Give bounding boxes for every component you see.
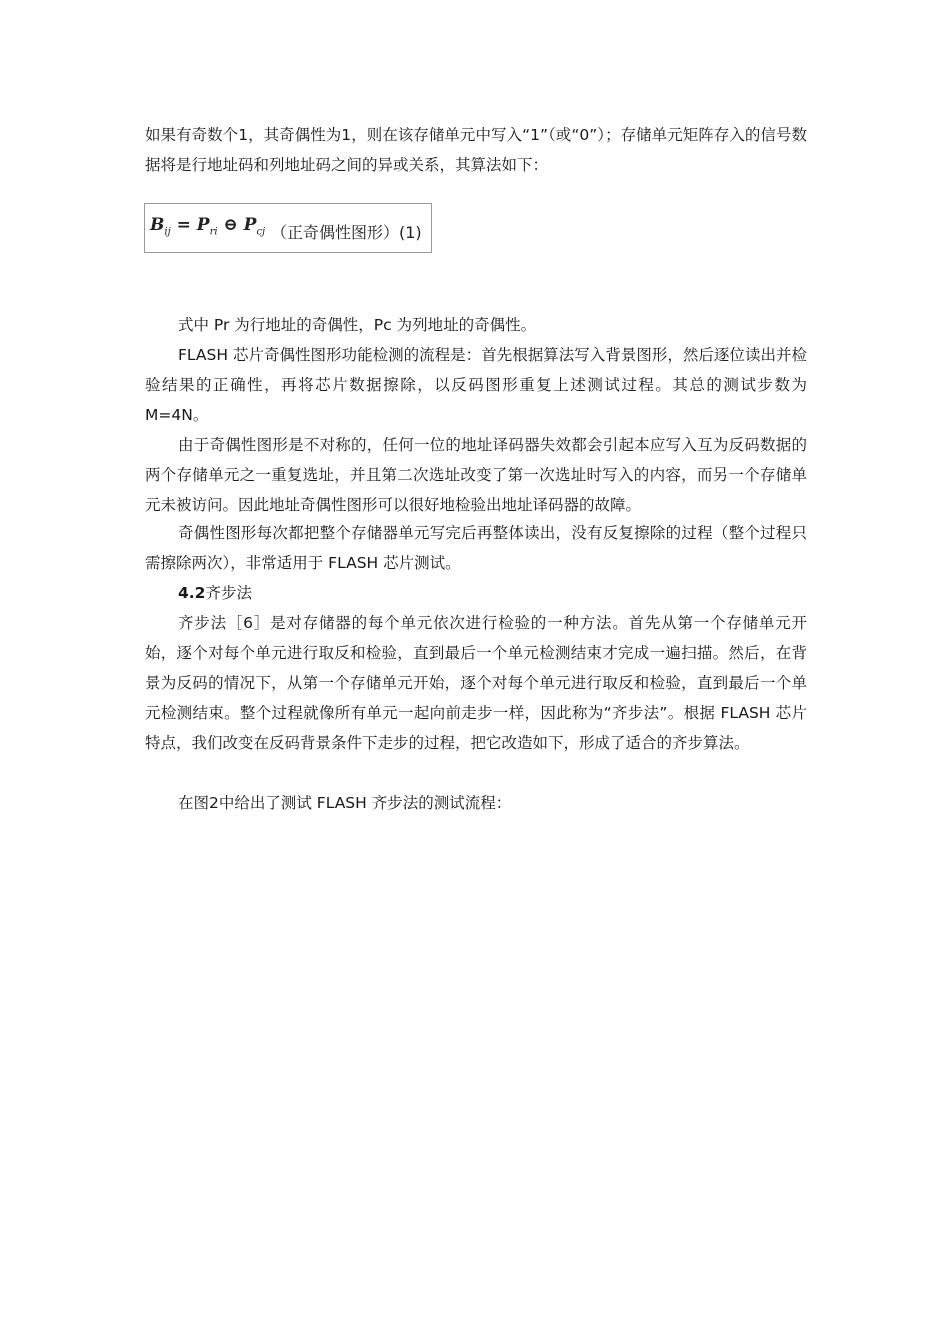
formula-image xyxy=(144,203,432,253)
section-title: 齐步法 xyxy=(205,584,252,602)
formula-equals: = xyxy=(170,215,197,235)
paragraph-flash-flow: FLASH 芯片奇偶性图形功能检测的流程是：首先根据算法写入背景图形，然后逐位读出并检验结果的正确性，再将芯片数据擦除，以反码图形重复上述测试过程。其总的测试步数为 M=4N。 xyxy=(145,346,807,424)
formula-term1: P xyxy=(196,215,210,235)
paragraph-asymmetry: 由于奇偶性图形是不对称的，任何一位的地址译码器失效都会引起本应写入互为反码数据的两个存储单元之一重复选址，并且第二次选址改变了第一次选址时写入的内容，而另一个存储单元未被访问。因此地址奇偶性图形可以很好地检验出地址译码器的故障。 xyxy=(145,436,807,514)
section-number: 4.2 xyxy=(178,584,206,602)
formula-caption: （正奇偶性图形）(1) xyxy=(271,223,422,242)
paragraph-parity-intro: 如果有奇数个1，其奇偶性为1，则在该存储单元中写入“1”（或“0”）；存储单元矩阵存入的信号数据将是行地址码和列地址码之间的异或关系，其算法如下： xyxy=(145,126,807,174)
formula-expression xyxy=(150,215,265,237)
formula-term2-subscript: cj xyxy=(256,226,266,238)
section-heading xyxy=(145,578,807,608)
paragraph-formula-note: 式中 Pr 为行地址的奇偶性，Pc 为列地址的奇偶性。 xyxy=(178,316,537,334)
formula-lhs-subscript: ij xyxy=(164,226,171,238)
paragraph-parity-summary: 奇偶性图形每次都把整个存储器单元写完后再整体读出，没有反复擦除的过程（整个过程只需擦除两次），非常适用于 FLASH 芯片测试。 xyxy=(145,524,807,572)
formula-operator: ⊖ xyxy=(217,215,244,235)
paragraph-marching-method: 齐步法［6］是对存储器的每个单元依次进行检验的一种方法。首先从第一个存储单元开始，逐个对每个单元进行取反和检验，直到最后一个单元检测结束才完成一遍扫描。然后，在背景为反码的情况下，从第一个存储单元开始，逐个对每个单元进行取反和检验，直到最后一个单元检测结束。整个过程就像所有单元一起向前走步一样，因此称为“齐步法”。根据 FLASH 芯片特点，我们改变在反码背景条件下走步的过程，把它改造如下，形成了适合的齐步算法。 xyxy=(145,614,807,752)
formula-lhs: B xyxy=(150,215,165,235)
paragraph-figure-ref: 在图2中给出了测试 FLASH 齐步法的测试流程： xyxy=(178,794,512,812)
formula-term1-subscript: ri xyxy=(209,226,218,238)
formula-term2: P xyxy=(243,215,257,235)
